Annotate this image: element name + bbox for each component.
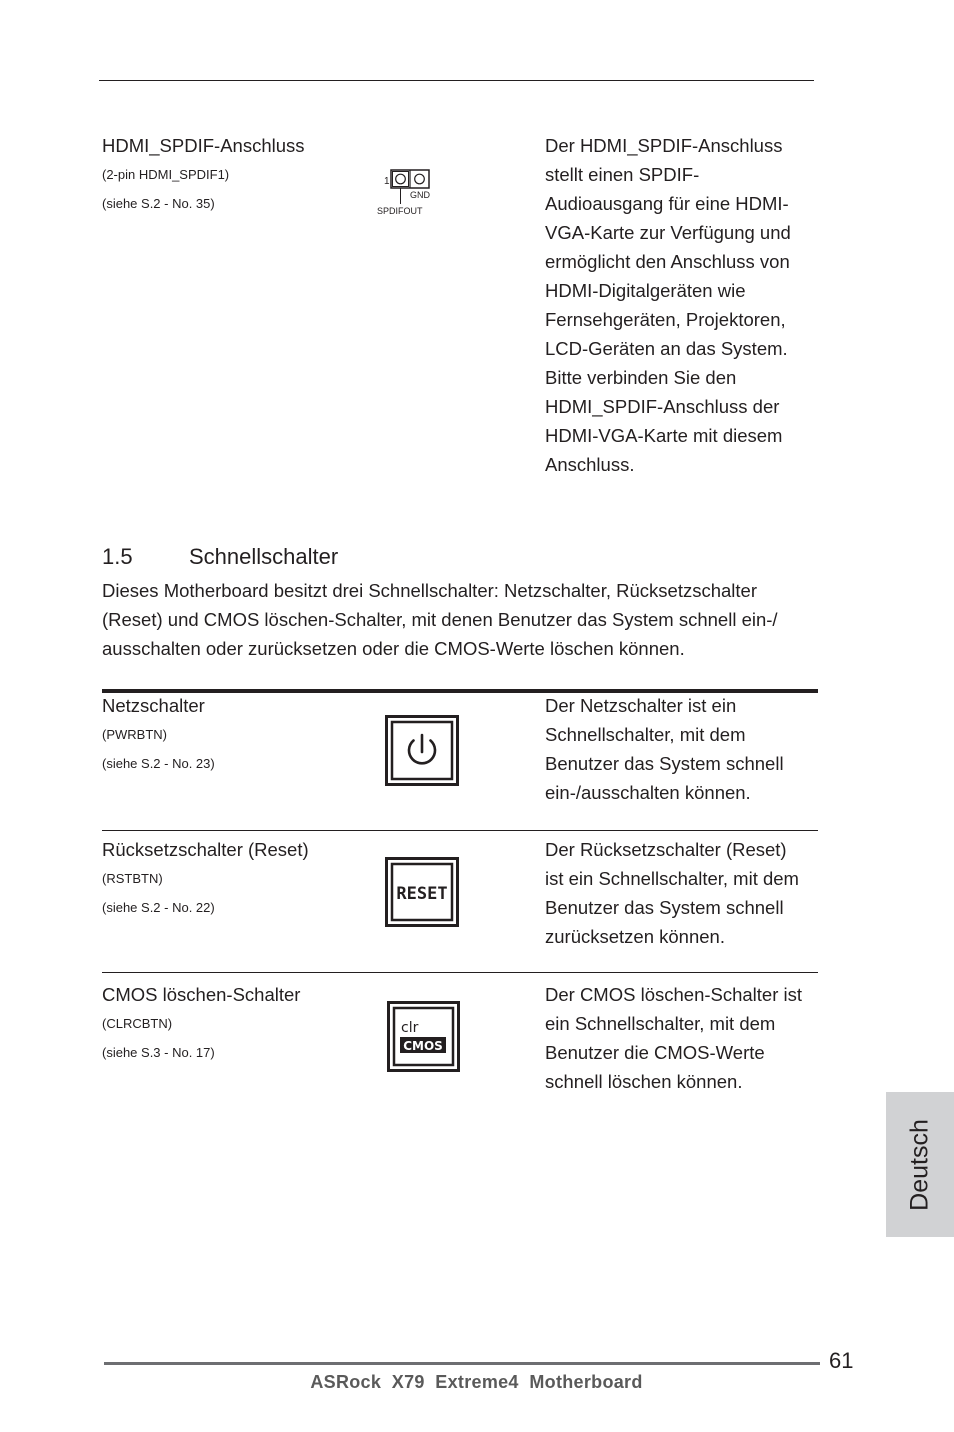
- footer-rule: [104, 1362, 820, 1365]
- spdif-connector-diagram: [374, 164, 438, 218]
- cmos-switch-title: CMOS löschen-Schalter: [102, 984, 301, 1005]
- gnd-label: GND: [410, 190, 430, 200]
- desc-line: Der CMOS löschen-Schalter ist: [545, 984, 803, 1005]
- row-divider: [102, 972, 818, 973]
- power-switch-page-ref: (siehe S.2 - No. 23): [102, 756, 215, 771]
- desc-line: stellt einen SPDIF-: [545, 164, 700, 185]
- desc-line: Benutzer das System schnell: [545, 753, 784, 774]
- reset-switch-title: Rücksetzschalter (Reset): [102, 839, 309, 860]
- desc-line: ein Schnellschalter, mit dem: [545, 1013, 776, 1034]
- hdmi-spdif-title: HDMI_SPDIF-Anschluss: [102, 135, 305, 156]
- intro-line: (Reset) und CMOS löschen-Schalter, mit denen Benutzer das System schnell ein-/: [102, 609, 778, 630]
- clear-cmos-button-icon: [387, 1001, 460, 1072]
- desc-line: Der HDMI_SPDIF-Anschluss: [545, 135, 783, 156]
- desc-line: HDMI_SPDIF-Anschluss der: [545, 396, 780, 417]
- cmos-switch-description: [545, 980, 817, 1096]
- desc-line: Der Netzschalter ist ein: [545, 695, 737, 716]
- desc-line: Schnellschalter, mit dem: [545, 724, 746, 745]
- reset-switch-header-name: (RSTBTN): [102, 871, 163, 886]
- spdifout-label: SPDIFOUT: [377, 206, 423, 216]
- desc-line: VGA-Karte zur Verfügung und: [545, 222, 791, 243]
- reset-switch-page-ref: (siehe S.2 - No. 22): [102, 900, 215, 915]
- desc-line: ein-/ausschalten können.: [545, 782, 751, 803]
- hdmi-spdif-description: [545, 131, 817, 479]
- hdmi-spdif-pin-note: (2-pin HDMI_SPDIF1): [102, 167, 230, 182]
- section-intro: [102, 576, 822, 663]
- reset-switch-description: [545, 835, 817, 951]
- desc-line: Benutzer das System schnell: [545, 897, 784, 918]
- section-number: 1.5: [102, 544, 133, 569]
- desc-line: LCD-Geräten an das System.: [545, 338, 788, 359]
- power-switch-title: Netzschalter: [102, 695, 205, 716]
- desc-line: Bitte verbinden Sie den: [545, 367, 737, 388]
- desc-line: Audioausgang für eine HDMI-: [545, 193, 789, 214]
- desc-line: zurücksetzen können.: [545, 926, 725, 947]
- pin1-label: 1: [384, 176, 390, 187]
- reset-button-icon: [385, 857, 459, 927]
- desc-line: ermöglicht den Anschluss von: [545, 251, 790, 272]
- language-tab: [886, 1092, 954, 1237]
- reset-icon-label: RESET: [396, 884, 448, 904]
- intro-line: ausschalten oder zurücksetzen oder die CMOS-Werte löschen können.: [102, 638, 685, 659]
- desc-line: Benutzer die CMOS-Werte: [545, 1042, 765, 1063]
- intro-line: Dieses Motherboard besitzt drei Schnellschalter: Netzschalter, Rücksetzschalter: [102, 580, 757, 601]
- top-rule: [99, 80, 814, 81]
- section-title: Schnellschalter: [189, 544, 339, 569]
- desc-line: ist ein Schnellschalter, mit dem: [545, 868, 799, 889]
- power-switch-header-name: (PWRBTN): [102, 727, 167, 742]
- cmos-switch-page-ref: (siehe S.3 - No. 17): [102, 1045, 215, 1060]
- language-tab-label: Deutsch: [905, 1118, 934, 1211]
- desc-line: Der Rücksetzschalter (Reset): [545, 839, 787, 860]
- hdmi-spdif-page-ref: (siehe S.2 - No. 35): [102, 196, 215, 211]
- desc-line: HDMI-VGA-Karte mit diesem: [545, 425, 783, 446]
- desc-line: Anschluss.: [545, 454, 635, 475]
- desc-line: schnell löschen können.: [545, 1071, 743, 1092]
- power-button-icon: [385, 715, 459, 786]
- row-divider: [102, 830, 818, 831]
- cmos-switch-header-name: (CLRCBTN): [102, 1016, 173, 1031]
- footer-title: ASRock X79 Extreme4 Motherboard: [310, 1372, 643, 1392]
- desc-line: Fernsehgeräten, Projektoren,: [545, 309, 786, 330]
- pin2-circle: [415, 174, 425, 184]
- page-number: 61: [829, 1348, 854, 1373]
- power-switch-description: [545, 691, 817, 807]
- cmos-icon-label: CMOS: [403, 1039, 443, 1053]
- desc-line: HDMI-Digitalgeräten wie: [545, 280, 746, 301]
- pin1-circle: [396, 174, 406, 184]
- clr-icon-label: clr: [401, 1020, 419, 1036]
